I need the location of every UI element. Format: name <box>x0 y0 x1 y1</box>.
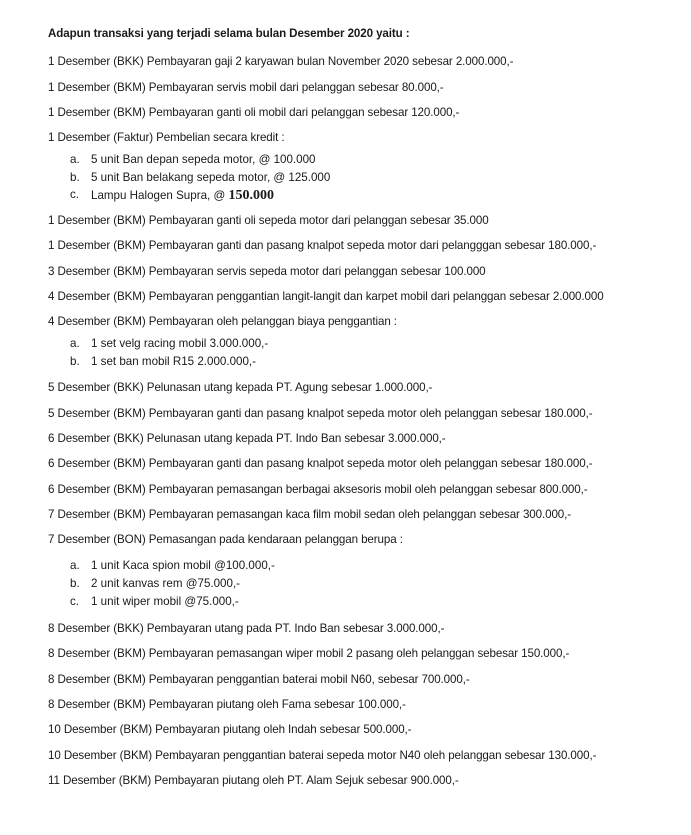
item-description: Lampu Halogen Supra, @ <box>91 189 229 202</box>
list-marker: b. <box>70 577 80 590</box>
entry-line: 8 Desember (BKM) Pembayaran pemasangan wiper mobil 2 pasang oleh pelanggan sebesar 150.000,- <box>48 647 570 660</box>
list-marker: b. <box>70 171 80 184</box>
entry-line: 11 Desember (BKM) Pembayaran piutang oleh PT. Alam Sejuk sebesar 900.000,- <box>48 774 459 787</box>
list-marker: c. <box>70 188 80 201</box>
entry-line: 8 Desember (BKM) Pembayaran penggantian baterai mobil N60, sebesar 700.000,- <box>48 673 470 686</box>
entry-line: 4 Desember (BKM) Pembayaran oleh pelanggan biaya penggantian : <box>48 315 397 328</box>
entry-line: 1 Desember (Faktur) Pembelian secara kredit : <box>48 131 285 144</box>
entry-line: 4 Desember (BKM) Pembayaran penggantian langit-langit dan karpet mobil dari pelanggan sebesar 2.000.000 <box>48 290 604 303</box>
entry-line: 1 Desember (BKM) Pembayaran ganti dan pasang knalpot sepeda motor dari pelangggan sebesar 180.000,- <box>48 239 597 252</box>
list-item-text: 5 unit Ban depan sepeda motor, @ 100.000 <box>91 153 316 166</box>
entry-line: 7 Desember (BON) Pemasangan pada kendaraan pelanggan berupa : <box>48 533 403 546</box>
entry-line: 10 Desember (BKM) Pembayaran penggantian baterai sepeda motor N40 oleh pelanggan sebesar 130.000,- <box>48 749 597 762</box>
list-item-text: 1 unit wiper mobil @75.000,- <box>91 595 239 608</box>
entry-line: 1 Desember (BKM) Pembayaran ganti oli mobil dari pelanggan sebesar 120.000,- <box>48 106 460 119</box>
entry-line: 6 Desember (BKK) Pelunasan utang kepada PT. Indo Ban sebesar 3.000.000,- <box>48 432 446 445</box>
list-item-text: 1 set ban mobil R15 2.000.000,- <box>91 355 256 368</box>
list-item-text: 2 unit kanvas rem @75.000,- <box>91 577 241 590</box>
list-marker: a. <box>70 559 80 572</box>
list-item-text <box>91 188 274 204</box>
list-marker: a. <box>70 337 80 350</box>
entry-line: 1 Desember (BKK) Pembayaran gaji 2 karyawan bulan November 2020 sebesar 2.000.000,- <box>48 55 514 68</box>
list-item-text: 5 unit Ban belakang sepeda motor, @ 125.000 <box>91 171 331 184</box>
document-title: Adapun transaksi yang terjadi selama bulan Desember 2020 yaitu : <box>48 27 410 40</box>
list-marker: a. <box>70 153 80 166</box>
entry-line: 7 Desember (BKM) Pembayaran pemasangan kaca film mobil sedan oleh pelanggan sebesar 300.000,- <box>48 508 572 521</box>
entry-line: 3 Desember (BKM) Pembayaran servis sepeda motor dari pelanggan sebesar 100.000 <box>48 265 486 278</box>
entry-line: 5 Desember (BKM) Pembayaran ganti dan pasang knalpot sepeda motor oleh pelanggan sebesar 180.000,- <box>48 407 593 420</box>
entry-line: 10 Desember (BKM) Pembayaran piutang oleh Indah sebesar 500.000,- <box>48 723 412 736</box>
item-price: 150.000 <box>228 188 274 203</box>
list-item-text: 1 set velg racing mobil 3.000.000,- <box>91 337 269 350</box>
list-marker: c. <box>70 595 80 608</box>
entry-line: 1 Desember (BKM) Pembayaran servis mobil dari pelanggan sebesar 80.000,- <box>48 81 444 94</box>
entry-line: 1 Desember (BKM) Pembayaran ganti oli sepeda motor dari pelanggan sebesar 35.000 <box>48 214 489 227</box>
entry-line: 6 Desember (BKM) Pembayaran pemasangan berbagai aksesoris mobil oleh pelanggan sebesar 800.000,- <box>48 483 588 496</box>
entry-line: 5 Desember (BKK) Pelunasan utang kepada PT. Agung sebesar 1.000.000,- <box>48 381 433 394</box>
list-item-text: 1 unit Kaca spion mobil @100.000,- <box>91 559 275 572</box>
list-marker: b. <box>70 355 80 368</box>
entry-line: 6 Desember (BKM) Pembayaran ganti dan pasang knalpot sepeda motor oleh pelanggan sebesar 180.000,- <box>48 457 593 470</box>
entry-line: 8 Desember (BKK) Pembayaran utang pada PT. Indo Ban sebesar 3.000.000,- <box>48 622 445 635</box>
entry-line: 8 Desember (BKM) Pembayaran piutang oleh Fama sebesar 100.000,- <box>48 698 406 711</box>
